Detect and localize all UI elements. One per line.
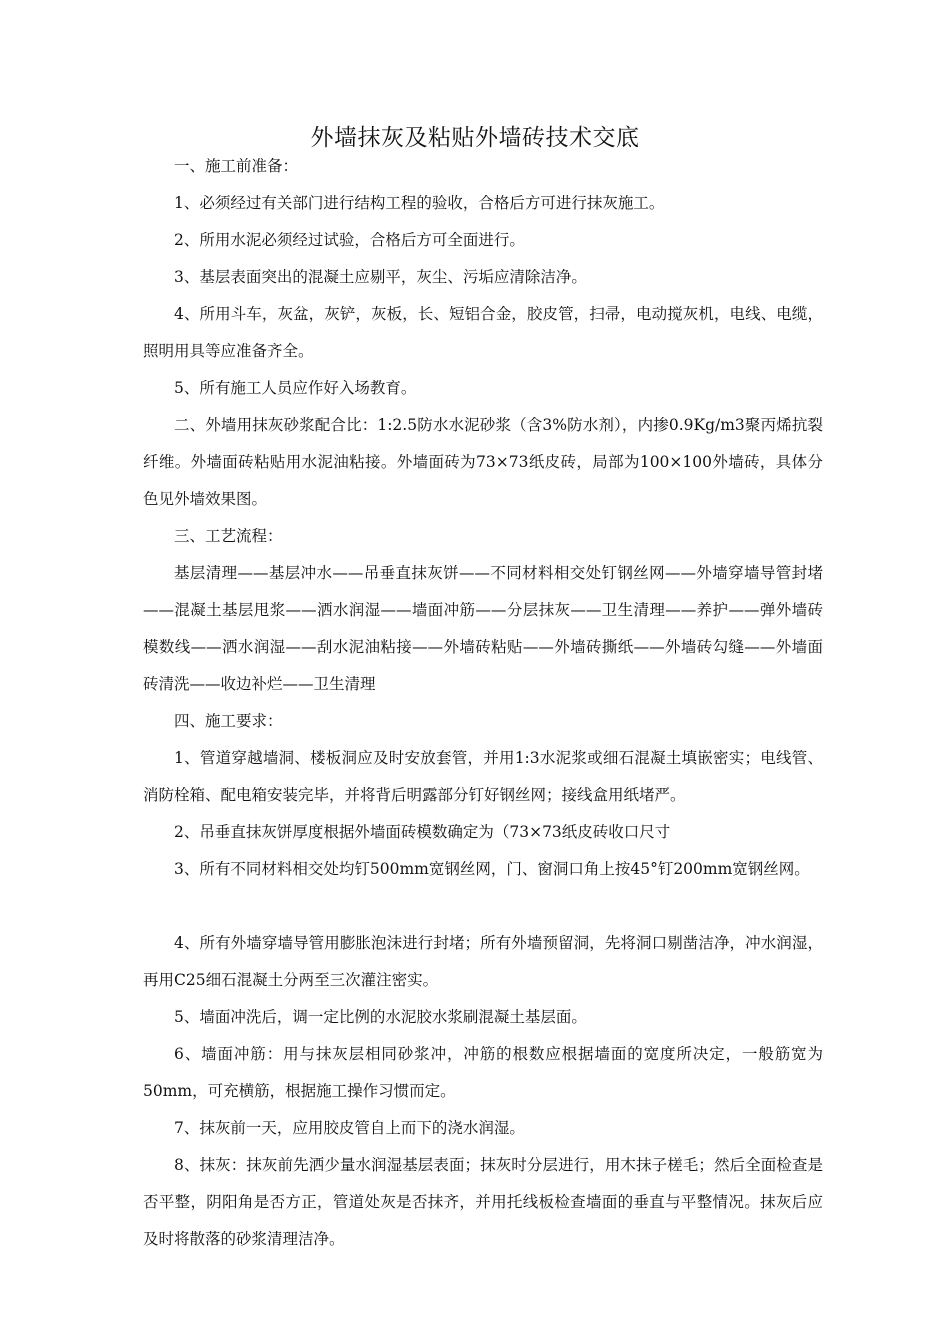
paragraph-prep-4: 4、所用斗车，灰盆，灰铲，灰板，长、短铝合金，胶皮管，扫帚，电动搅灰机，电线、电缆，照明用具等应准备齐全。 <box>143 305 823 360</box>
paragraph-req-7: 7、抹灰前一天，应用胶皮管自上而下的浇水润湿。 <box>174 1119 525 1137</box>
blank-line <box>143 888 823 925</box>
section-heading-process: 三、工艺流程： <box>174 527 283 545</box>
document-title: 外墙抹灰及粘贴外墙砖技术交底 <box>310 125 640 151</box>
paragraph-req-1: 1、管道穿越墙洞、楼板洞应及时安放套管，并用1:3水泥浆或细石混凝土填嵌密实；电线管、消防栓箱、配电箱安装完毕，并将背后明露部分钉好钢丝网；接线盒用纸堵严。 <box>143 749 823 804</box>
paragraph-prep-1: 1、必须经过有关部门进行结构工程的验收，合格后方可进行抹灰施工。 <box>174 194 665 212</box>
paragraph-mortar-mix: 二、外墙用抹灰砂浆配合比：1:2.5防水水泥砂浆（含3%防水剂），内掺0.9Kg/m3聚丙烯抗裂纤维。外墙面砖粘贴用水泥油粘接。外墙面砖为73×73纸皮砖，局部为100×100外墙砖，具体分色见外墙效果图。 <box>143 416 823 508</box>
document-body <box>143 148 823 1258</box>
paragraph-req-4: 4、所有外墙穿墙导管用膨胀泡沫进行封堵；所有外墙预留洞，先将洞口剔凿洁净，冲水润湿，再用C25细石混凝土分两至三次灌注密实。 <box>143 934 823 989</box>
paragraph-prep-2: 2、所用水泥必须经过试验，合格后方可全面进行。 <box>174 231 525 249</box>
paragraph-req-2: 2、吊垂直抹灰饼厚度根据外墙面砖模数确定为（73×73纸皮砖收口尺寸 <box>174 823 671 841</box>
paragraph-process-flow: 基层清理——基层冲水——吊垂直抹灰饼——不同材料相交处钉钢丝网——外墙穿墙导管封堵——混凝土基层甩浆——洒水润湿——墙面冲筋——分层抹灰——卫生清理——养护——弹外墙砖模数线——洒水润湿——刮水泥油粘接——外墙砖粘贴——外墙砖撕纸——外墙砖勾缝——外墙面砖清洗——收边补烂——卫生清理 <box>143 564 823 693</box>
paragraph-req-6: 6、墙面冲筋：用与抹灰层相同砂浆冲，冲筋的根数应根据墙面的宽度所决定，一般筋宽为50mm，可充横筋，根据施工操作习惯而定。 <box>143 1045 823 1100</box>
paragraph-prep-5: 5、所有施工人员应作好入场教育。 <box>174 379 417 397</box>
paragraph-req-3: 3、所有不同材料相交处均钉500mm宽钢丝网，门、窗洞口角上按45°钉200mm宽钢丝网。 <box>174 860 810 878</box>
section-heading-preparation: 一、施工前准备： <box>174 157 299 175</box>
paragraph-req-8: 8、抹灰：抹灰前先洒少量水润湿基层表面；抹灰时分层进行，用木抹子槎毛；然后全面检查是否平整，阴阳角是否方正，管道处灰是否抹齐，并用托线板检查墙面的垂直与平整情况。抹灰后应及时将散落的砂浆清理洁净。 <box>143 1156 823 1248</box>
paragraph-req-5: 5、墙面冲洗后，调一定比例的水泥胶水浆刷混凝土基层面。 <box>174 1008 587 1026</box>
paragraph-prep-3: 3、基层表面突出的混凝土应剔平，灰尘、污垢应清除洁净。 <box>174 268 587 286</box>
section-heading-requirements: 四、施工要求： <box>174 712 283 730</box>
